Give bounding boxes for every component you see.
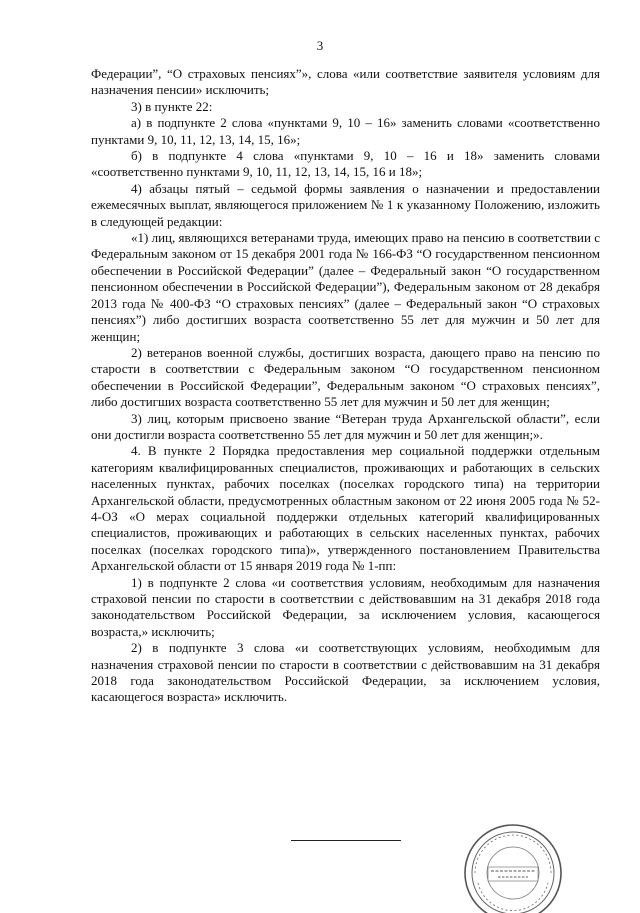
paragraph: 3) в пункте 22:: [131, 98, 213, 114]
document-body: [91, 66, 600, 706]
paragraph: 1) в подпункте 2 слова «и соответствия условиям, необходимым для назначения страховой пенсии по старости в соответствии с действовавшим на 31 декабря 2018 года законодательством Российской Федерации, за исключением условия, касающегося возраста,» исключить;: [91, 574, 600, 639]
paragraph: 2) ветеранов военной службы, достигших возраста, дающего право на пенсию по старости в соответствии с Федеральным законом “О государственном пенсионном обеспечении в Российской Федерации”, Федеральным законом “О страховых пенсиях”, либо достигших возраста соответственно 55 лет для мужчин и 50 лет для женщин;: [91, 344, 600, 410]
signature-line: [291, 840, 401, 841]
page-number: 3: [316, 38, 324, 53]
paragraph: б) в подпункте 4 слова «пунктами 9, 10 – 16 и 18» заменить словами «соответственно пунктами 9, 10, 11, 12, 13, 14, 15, 16 и 18»;: [91, 148, 600, 180]
paragraph: 4) абзацы пятый – седьмой формы заявления о назначении и предоставлении ежемесячных выплат, являющегося приложением № 1 к указанному Положению, изложить в следующей редакции:: [91, 180, 600, 229]
paragraph: 4. В пункте 2 Порядка предоставления мер социальной поддержки отдельным категориям квалифицированных специалистов, проживающих и работающих в сельских населенных пунктах, рабочих поселках (поселках городского типа) на территории Архангельской области, предусмотренных областным законом от 22 июня 2005 года № 52-4-ОЗ «О мерах социальной поддержки отдельных категорий квалифицированных специалистов, проживающих и работающих в сельских населенных пунктах, рабочих поселках (поселках городского типа)», утвержденного постановлением Правительства Архангельской области от 15 января 2019 года № 1-пп:: [91, 443, 600, 574]
paragraph: «1) лиц, являющихся ветеранами труда, имеющих право на пенсию в соответствии с Федеральным законом от 15 декабря 2001 года № 166-ФЗ “О государственном пенсионном обеспечении в Российской Федерации” (далее – Федеральный закон “О государственном пенсионном обеспечении в Российской Федерации”), Федеральным законом от 28 декабря 2013 года № 400-ФЗ “О страховых пенсиях” (далее – Федеральный закон “О страховых пенсиях”) либо достигших возраста соответственно 55 лет для мужчин и 50 лет для женщин;: [91, 230, 600, 344]
paragraph: Федерации”, “О страховых пенсиях”», слова «или соответствие заявителя условиям для назначения пенсии» исключить;: [91, 66, 600, 98]
paragraph: 3) лиц, которым присвоено звание “Ветеран труда Архангельской области”, если они достигли возраста соответственно 55 лет для мужчин и 50 лет для женщин;».: [91, 410, 600, 442]
paragraph: 2) в подпункте 3 слова «и соответствующих условиям, необходимым для назначения страховой пенсии по старости в соответствии с действовавшим на 31 декабря 2018 года законодательством Российской Федерации, за исключением условия, касающегося возраста» исключить.: [91, 640, 600, 705]
paragraph: а) в подпункте 2 слова «пунктами 9, 10 – 16» заменить словами «соответственно пунктами 9, 10, 11, 12, 13, 14, 15, 16»;: [91, 115, 600, 147]
official-stamp-icon: [458, 813, 568, 913]
